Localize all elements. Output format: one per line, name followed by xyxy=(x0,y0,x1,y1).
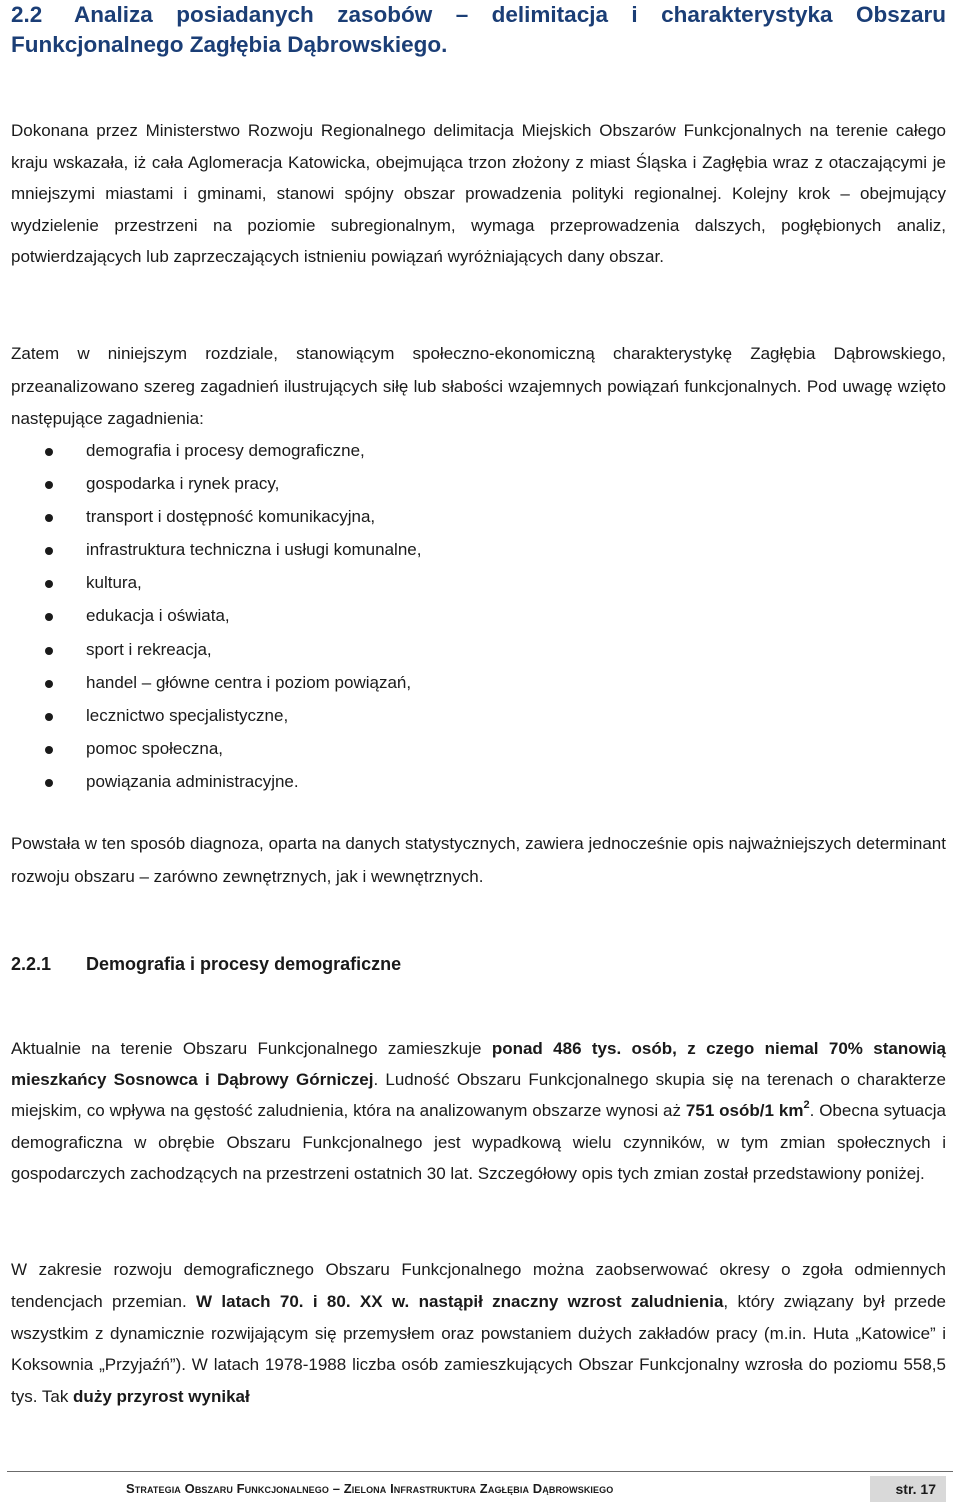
paragraph-text: Pod uwagę wzięto następujące zagadnienia: xyxy=(11,376,946,428)
list-item-text: infrastruktura techniczna i usługi komunalne, xyxy=(86,540,422,560)
paragraph-text: Zatem w niniejszym rozdziale, stanowiącym społeczno-ekonomiczną charakterystykę Zagłębia Dąbrowskiego, przeanalizowano szereg zagadnień ilustrujących siłę lub słabości wzajemnych powiązań funkcjonalnych. xyxy=(11,344,946,396)
density-value: 751 osób/1 km xyxy=(685,1101,804,1121)
bullet-icon xyxy=(45,547,53,555)
list-item-text: demografia i procesy demograficzne, xyxy=(86,441,365,460)
bullet-icon xyxy=(45,613,53,621)
section-number: 2.2 xyxy=(11,2,43,27)
list-item-text: powiązania administracyjne. xyxy=(86,771,299,791)
emphasis-text: ponad 486 tys. osób, z czego niemal 70% stanowią mieszkańcy Sosnowca i Dąbrowy Górniczej xyxy=(11,1039,946,1090)
list-item-text: sport i rekreacja, xyxy=(86,639,212,659)
bullet-icon xyxy=(45,580,53,588)
bullet-icon xyxy=(45,481,53,489)
bullet-icon xyxy=(45,448,53,456)
list-item xyxy=(40,699,421,732)
list-item-text: pomoc społeczna, xyxy=(86,738,224,758)
list-item-text: edukacja i oświata, xyxy=(86,606,230,626)
bullet-icon xyxy=(45,647,53,655)
bullet-icon xyxy=(45,514,53,522)
list-item xyxy=(40,533,421,566)
subsection-number: 2.2.1 xyxy=(11,954,52,974)
emphasis-text: duży przyrost wynikał xyxy=(73,1387,250,1407)
list-item xyxy=(40,434,421,467)
subsection-title: Demografia i procesy demograficzne xyxy=(86,954,402,974)
section-heading xyxy=(11,0,946,60)
subsection-heading xyxy=(11,949,401,979)
bullet-icon xyxy=(45,746,53,754)
page-number: str. 17 xyxy=(895,1481,936,1497)
paragraph-population xyxy=(11,1033,946,1189)
paragraph-text: Kolejny krok – obejmujący wydzielenie przestrzeni na poziomie subregionalnym, wymaga przeprowadzenia dalszych, pogłębionych analiz, potwierdzających lub zaprzeczających istnieniu powiązań wyróżniających dany obszar. xyxy=(11,184,946,266)
paragraph-text: , który związany był przede wszystkim z dynamicznie rozwijającym się przemysłem oraz powstaniem dużych zakładów pracy (m.in. Huta „Katowice” i Koksownia „Przyjaźń”). W latach 1978-1988 liczba osób zamieszkujących Obszar Funkcjonalny wzrosła do poziomu 558,5 tys. Tak xyxy=(11,1291,946,1407)
bullet-icon xyxy=(45,779,53,787)
list-item xyxy=(40,599,421,632)
list-item-text: kultura, xyxy=(86,573,142,593)
paragraph-text: Dokonana przez Ministerstwo Rozwoju Regionalnego delimitacja Miejskich Obszarów Funkcjonalnych na terenie całego kraju wskazała, iż cała Aglomeracja Katowicka, obejmująca trzon złożony z miast Śląska i Zagłębia wraz z otaczającymi je mniejszymi miastami i gminami, stanowi spójny obszar prowadzenia polityki regionalnej. xyxy=(11,121,946,203)
paragraph-analysis-scope xyxy=(11,338,946,436)
paragraph-text: . Obecna sytuacja demograficzna w obrębie Obszaru Funkcjonalnego jest wypadkową wielu czynników, w tym zmian społecznych i gospodarczych zachodzących na przestrzeni ostatnich 30 lat. Szczegółowy opis tych zmian został przedstawiony poniżej. xyxy=(11,1101,946,1183)
footer-divider xyxy=(7,1471,953,1472)
list-item xyxy=(40,633,421,666)
paragraph-text: . Ludność Obszaru Funkcjonalnego skupia się na terenach o charakterze miejskim, co wpływa na gęstość zaludnienia, która na analizowanym obszarze wynosi aż xyxy=(11,1070,946,1121)
bullet-icon xyxy=(45,713,53,721)
emphasis-text: W latach 70. i 80. XX w. nastąpił znaczny wzrost zaludnienia xyxy=(196,1291,724,1311)
emphasis-text xyxy=(685,1098,810,1121)
paragraph-demographic-trends xyxy=(11,1254,946,1413)
page-number-badge xyxy=(870,1476,946,1502)
list-item xyxy=(40,566,421,599)
paragraph-text: W zakresie rozwoju demograficznego Obszaru Funkcjonalnego można zaobserwować okresy o zgoła odmiennych tendencjach przemian. xyxy=(11,1260,946,1311)
bullet-icon xyxy=(45,680,53,688)
superscript: 2 xyxy=(803,1098,810,1111)
list-item-text: transport i dostępność komunikacyjna, xyxy=(86,507,376,527)
list-item xyxy=(40,765,421,798)
list-item-text: lecznictwo specjalistyczne, xyxy=(86,705,289,725)
footer-title: Strategia Obszaru Funkcjonalnego – Zielona Infrastruktura Zagłębia Dąbrowskiego xyxy=(126,1481,614,1496)
paragraph-delimitation xyxy=(11,115,946,273)
section-title: Analiza posiadanych zasobów – delimitacja i charakterystyka Obszaru Funkcjonalnego Zagłębia Dąbrowskiego. xyxy=(11,2,946,57)
paragraph-diagnosis: Powstała w ten sposób diagnoza, oparta na danych statystycznych, zawiera jednocześnie opis najważniejszych determinant rozwoju obszaru – zarówno zewnętrznych, jak i wewnętrznych. xyxy=(11,834,946,886)
topics-list xyxy=(40,434,421,798)
list-item-text: gospodarka i rynek pracy, xyxy=(86,474,280,494)
list-item xyxy=(40,500,421,533)
list-item-text: handel – główne centra i poziom powiązań, xyxy=(86,672,412,692)
list-item xyxy=(40,666,421,699)
list-item xyxy=(40,467,421,500)
paragraph-text: Aktualnie na terenie Obszaru Funkcjonalnego zamieszkuje xyxy=(11,1039,492,1058)
list-item xyxy=(40,732,421,765)
